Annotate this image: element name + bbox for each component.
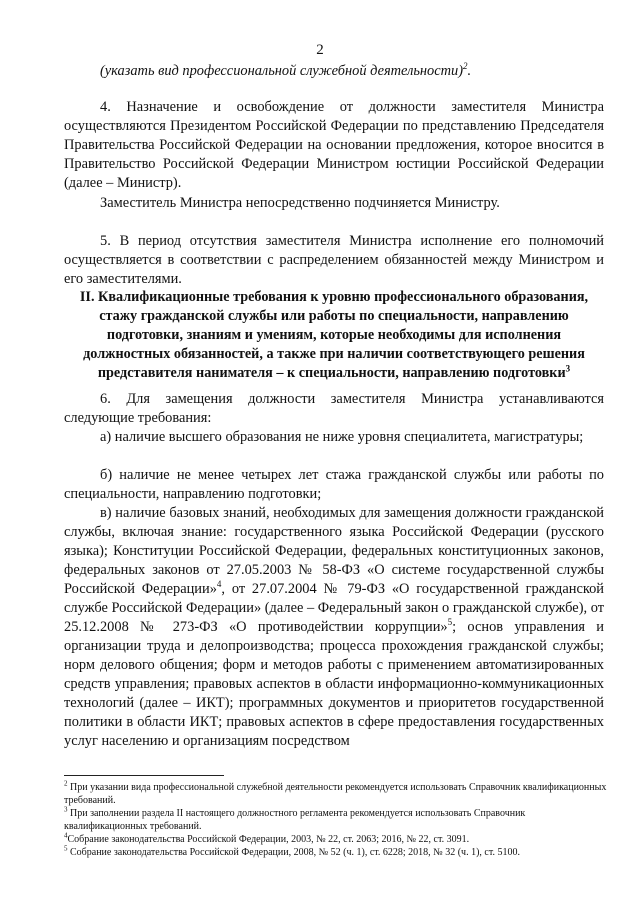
section-heading-text: II. Квалификационные требования к уровню профессионального образования, стажу гражданской службы или работы по специальности, направлению подготовки, знаниям и умениям, которые необходимы для исполнения должностных обязанностей, а также при наличии соответствующего решения представителя нанимателя – к специальности, направлению подготовки bbox=[79, 289, 589, 381]
paragraph-6-c-part1: в) наличие базовых знаний, необходимых для замещения должности гражданской службы, включая знание: государственного языка Российской Федерации (русского языка); Конституции Российской Федерации, федеральных конституционных законов, федеральных законов от 27.05.2003 № 58-ФЗ «О системе государственной службы Российской Федерации» bbox=[64, 505, 604, 597]
footnote-3 bbox=[64, 805, 609, 833]
footnote-ref-2: 2 bbox=[463, 61, 468, 72]
paragraph-6-a: а) наличие высшего образования не ниже уровня специалитета, магистратуры; bbox=[100, 429, 584, 445]
activity-type-text: (указать вид профессиональной служебной деятельности) bbox=[100, 63, 464, 79]
section-heading bbox=[64, 288, 604, 383]
paragraph-6-intro: 6. Для замещения должности заместителя Министра устанавливаются следующие требования: bbox=[64, 391, 604, 426]
paragraph-6-b: б) наличие не менее четырех лет стажа гражданской службы или работы по специальности, направлению подготовки; bbox=[64, 467, 604, 502]
paragraph-6-c-part2: , от 27.07.2004 № 79-ФЗ «О государственной гражданской службе Российской Федерации» (далее – Федеральный закон о гражданской службе), от 25.12.2008 № 273-ФЗ «О противодействии коррупции» bbox=[64, 581, 604, 635]
footnote-5-mark: 5 bbox=[64, 844, 68, 853]
paragraph-4-subordination: Заместитель Министра непосредственно подчиняется Министру. bbox=[100, 195, 500, 211]
footnote-separator bbox=[64, 775, 224, 776]
footnote-5 bbox=[64, 844, 609, 860]
footnote-4 bbox=[64, 831, 609, 847]
footnote-3-text: При заполнении раздела II настоящего должностного регламента рекомендуется использовать Справочник квалификационных требований. bbox=[64, 808, 526, 832]
footnote-5-text: Собрание законодательства Российской Федерации, 2008, № 52 (ч. 1), ст. 6228; 2018, № 32 (ч. 1), ст. 5100. bbox=[70, 847, 520, 858]
footnote-ref-5: 5 bbox=[447, 617, 453, 628]
footnote-2-mark: 2 bbox=[64, 779, 68, 788]
paragraph-4: 4. Назначение и освобождение от должности заместителя Министра осуществляются Президентом Российской Федерации по представлению Председателя Правительства Российской Федерации на основании предложения, которое вносится в Правительство Российской Федерации Министром юстиции Российской Федерации (далее – Министр). bbox=[64, 99, 604, 191]
footnote-3-mark: 3 bbox=[64, 805, 68, 814]
activity-type-line: (указать вид профессиональной служебной деятельности)$^2$. bbox=[100, 61, 472, 79]
footnote-2-text: При указании вида профессиональной служебной деятельности рекомендуется использовать Справочник квалификационных требований. bbox=[64, 782, 607, 806]
paragraph-6-c bbox=[64, 504, 604, 751]
paragraph-5: 5. В период отсутствия заместителя Министра исполнение его полномочий осуществляется в соответствии с распределением обязанностей между Министром и его заместителями. bbox=[64, 233, 604, 287]
footnote-4-text: Собрание законодательства Российской Федерации, 2003, № 22, ст. 2063; 2016, № 22, ст. 3091. bbox=[67, 834, 470, 845]
paragraph-6-c-part3: ; основ управления и организации труда и делопроизводства; процесса прохождения гражданской службы; норм делового общения; форм и методов работы с применением автоматизированных средств управления; правовых аспектов в области информационно-коммуникационных технологий (далее – ИКТ); программных документов и приоритетов государственной политики в области ИКТ; правовых аспектов в сфере предоставления государственных услуг населению и организациям посредством bbox=[64, 619, 604, 749]
page-number: 2 bbox=[316, 42, 324, 58]
footnote-ref-3: 3 bbox=[565, 363, 571, 374]
footnote-2 bbox=[64, 779, 609, 807]
footnote-ref-4: 4 bbox=[216, 579, 222, 590]
footnote-4-mark: 4 bbox=[64, 831, 68, 840]
